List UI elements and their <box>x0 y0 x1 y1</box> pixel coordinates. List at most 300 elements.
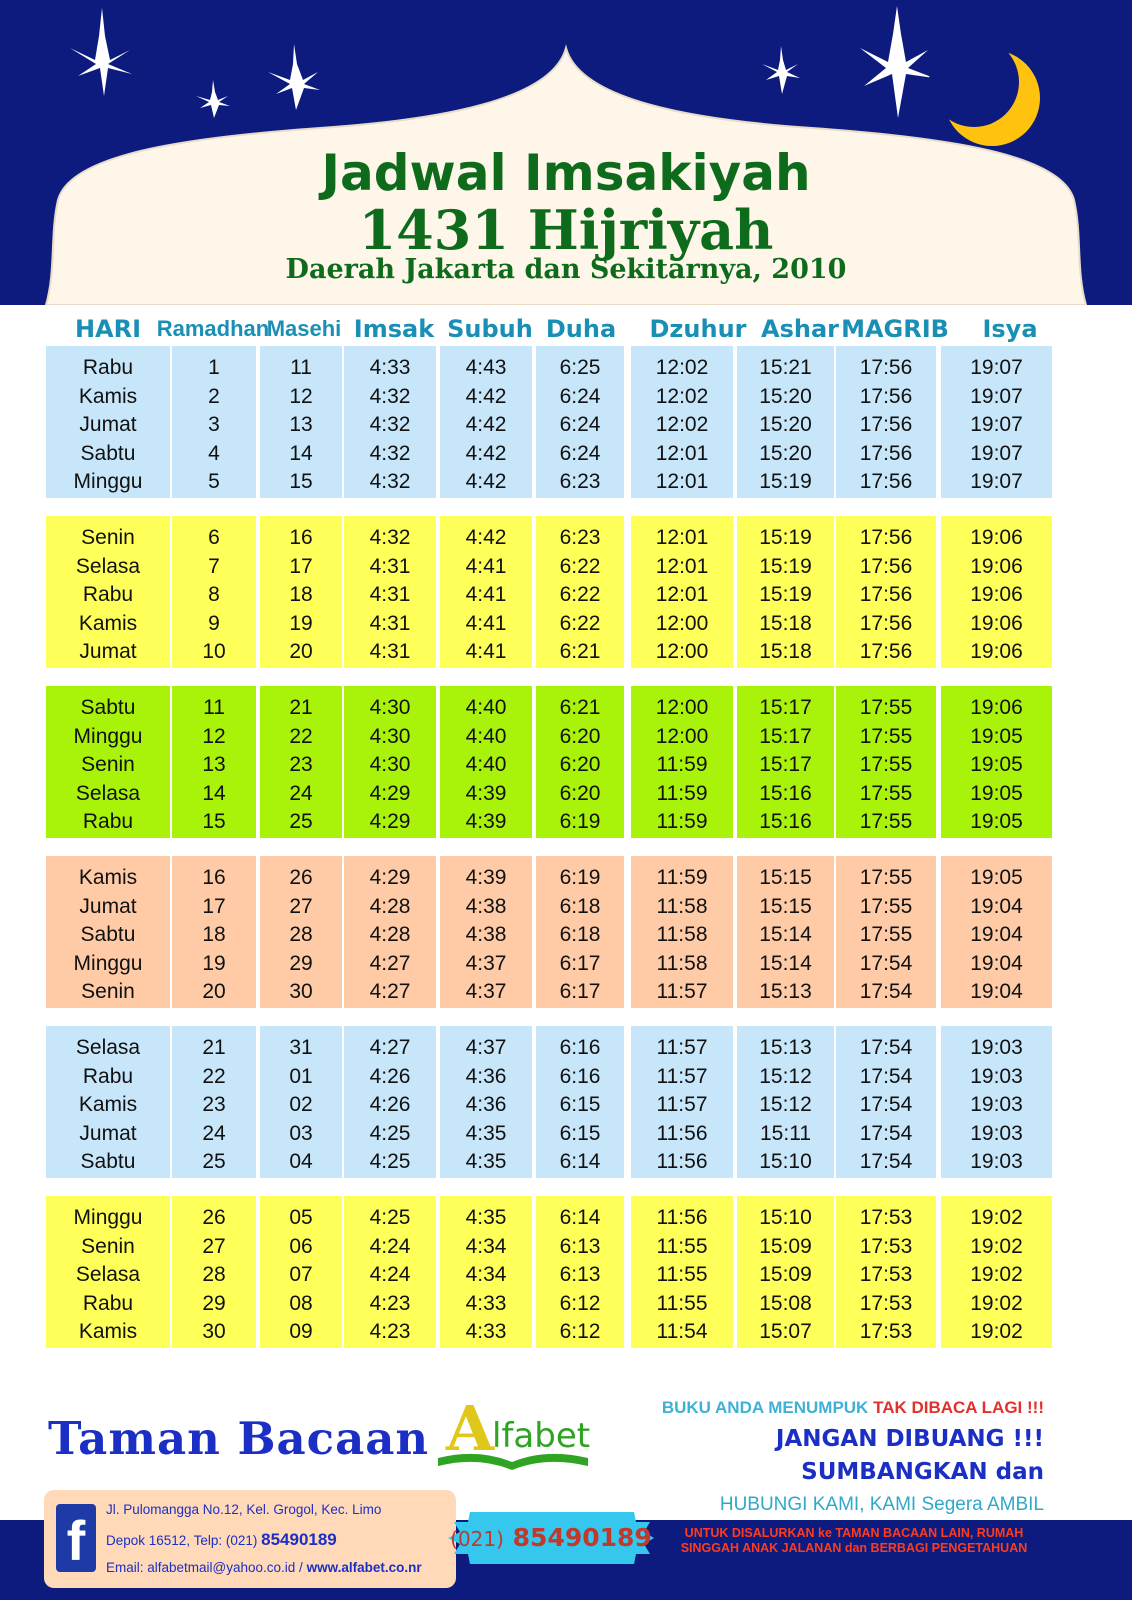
cell-ramadhan: 22 <box>202 1064 226 1088</box>
cell-hari: Sabtu <box>80 696 136 719</box>
address-line1: Jl. Pulomangga No.12, Kel. Grogol, Kec. Limo <box>106 1502 382 1517</box>
cell-duha: 6:18 <box>559 923 601 946</box>
cell-magrib: 17:53 <box>859 1263 913 1286</box>
cell-subuh: 4:36 <box>465 1093 507 1116</box>
cell-imsak: 4:23 <box>369 1320 411 1343</box>
column-header-ramadhan: Ramadhan <box>156 316 270 341</box>
cell-subuh: 4:40 <box>465 753 507 776</box>
column-header-dzuhur: Dzuhur <box>649 315 747 343</box>
cell-isya: 19:06 <box>970 583 1023 606</box>
column-header-masehi: Masehi <box>266 316 342 341</box>
cell-ramadhan: 16 <box>202 866 226 889</box>
cell-imsak: 4:25 <box>369 1121 411 1145</box>
cell-masehi: 01 <box>289 1064 313 1088</box>
cell-imsak: 4:27 <box>369 980 411 1003</box>
cell-ashar: 15:19 <box>759 554 812 578</box>
cell-dzuhur: 11:57 <box>656 980 708 1003</box>
column-cell-isya <box>941 856 1052 1008</box>
cell-isya: 19:07 <box>970 356 1023 379</box>
column-cell-subuh <box>440 516 532 668</box>
cell-imsak: 4:29 <box>369 781 411 805</box>
cell-hari: Rabu <box>82 810 134 833</box>
cell-hari: Jumat <box>79 640 137 663</box>
column-cell-ashar <box>737 856 834 1008</box>
cell-ramadhan: 11 <box>203 696 225 719</box>
column-cell-duha <box>536 686 624 838</box>
cell-duha: 6:25 <box>559 356 601 379</box>
slogan-line2: JANGAN DIBUANG !!! <box>775 1426 1044 1452</box>
cell-ramadhan: 3 <box>208 413 220 436</box>
cell-dzuhur: 12:01 <box>655 526 709 549</box>
cell-imsak: 4:29 <box>369 810 411 833</box>
cell-subuh: 4:41 <box>465 583 507 606</box>
cell-imsak: 4:31 <box>369 583 411 606</box>
cell-hari: Minggu <box>73 951 143 975</box>
cell-subuh: 4:34 <box>465 1234 507 1258</box>
cell-ashar: 15:16 <box>759 781 812 805</box>
cell-duha: 6:21 <box>559 696 601 719</box>
cell-ashar: 15:21 <box>759 356 812 379</box>
cell-duha: 6:24 <box>559 441 601 465</box>
column-cell-hari <box>46 346 170 498</box>
slogan-line4: HUBUNGI KAMI, KAMI Segera AMBIL <box>719 1494 1044 1515</box>
cell-hari: Minggu <box>73 470 143 493</box>
cell-isya: 19:02 <box>970 1206 1023 1229</box>
cell-duha: 6:20 <box>559 781 601 805</box>
cell-ashar: 15:14 <box>759 923 812 946</box>
cell-isya: 19:02 <box>970 1291 1023 1315</box>
column-cell-ramadhan <box>172 516 256 668</box>
cell-ramadhan: 6 <box>208 526 220 549</box>
cell-imsak: 4:28 <box>369 894 411 918</box>
cell-dzuhur: 12:01 <box>655 441 709 465</box>
cell-hari: Senin <box>81 753 135 776</box>
cell-isya: 19:06 <box>970 640 1023 663</box>
cell-magrib: 17:53 <box>859 1291 913 1315</box>
email-line <box>106 1560 422 1575</box>
cell-duha: 6:20 <box>559 724 601 748</box>
cell-duha: 6:16 <box>559 1036 601 1059</box>
cell-ramadhan: 28 <box>202 1263 226 1286</box>
cell-dzuhur: 11:58 <box>656 894 708 918</box>
column-cell-imsak <box>344 856 436 1008</box>
cell-imsak: 4:28 <box>369 923 411 946</box>
cell-masehi: 11 <box>290 356 312 379</box>
cell-ashar: 15:12 <box>759 1064 812 1088</box>
cell-imsak: 4:29 <box>369 866 411 889</box>
cell-isya: 19:07 <box>970 441 1023 465</box>
column-cell-masehi <box>260 346 342 498</box>
cell-hari: Senin <box>81 1234 135 1258</box>
cell-dzuhur: 12:00 <box>655 696 709 719</box>
cell-subuh: 4:40 <box>465 696 507 719</box>
column-cell-subuh <box>440 686 532 838</box>
cell-ramadhan: 1 <box>208 356 220 379</box>
column-cell-ashar <box>737 1026 834 1178</box>
column-cell-subuh <box>440 856 532 1008</box>
cell-imsak: 4:33 <box>369 356 411 379</box>
cell-magrib: 17:55 <box>859 781 913 805</box>
cell-masehi: 31 <box>289 1036 313 1059</box>
cell-magrib: 17:55 <box>859 923 913 946</box>
column-cell-magrib <box>836 686 936 838</box>
column-cell-magrib <box>836 346 936 498</box>
column-cell-imsak <box>344 346 436 498</box>
cell-hari: Senin <box>81 980 135 1003</box>
title-line3: Daerah Jakarta dan Sekitarnya, 2010 <box>285 254 847 285</box>
cell-dzuhur: 12:02 <box>655 384 709 408</box>
cell-imsak: 4:32 <box>369 526 411 549</box>
cell-subuh: 4:39 <box>465 810 507 833</box>
cell-duha: 6:20 <box>559 753 601 776</box>
cell-hari: Sabtu <box>80 1150 136 1173</box>
cell-dzuhur: 11:56 <box>656 1150 708 1173</box>
cell-duha: 6:12 <box>559 1291 601 1315</box>
cell-isya: 19:06 <box>970 554 1023 578</box>
cell-masehi: 22 <box>289 724 313 748</box>
column-cell-hari <box>46 856 170 1008</box>
column-cell-dzuhur <box>631 1196 733 1348</box>
cell-ashar: 15:13 <box>759 1036 812 1059</box>
cell-ramadhan: 19 <box>202 951 226 975</box>
cell-subuh: 4:37 <box>465 980 507 1003</box>
cell-subuh: 4:41 <box>465 611 507 635</box>
cell-hari: Kamis <box>78 384 138 408</box>
cell-masehi: 02 <box>289 1093 313 1116</box>
column-cell-subuh <box>440 1026 532 1178</box>
cell-isya: 19:04 <box>970 894 1023 918</box>
cell-duha: 6:24 <box>559 413 601 436</box>
cell-isya: 19:05 <box>970 781 1023 805</box>
column-cell-masehi <box>260 856 342 1008</box>
column-cell-ramadhan <box>172 346 256 498</box>
cell-ashar: 15:09 <box>759 1234 812 1258</box>
column-cell-ashar <box>737 1196 834 1348</box>
cell-hari: Minggu <box>73 1206 143 1229</box>
cell-hari: Jumat <box>79 413 137 436</box>
column-cell-dzuhur <box>631 856 733 1008</box>
cell-hari: Selasa <box>75 781 141 805</box>
cell-subuh: 4:36 <box>465 1064 507 1088</box>
column-header-imsak: Imsak <box>353 315 435 343</box>
cell-ramadhan: 21 <box>202 1036 226 1059</box>
cell-ramadhan: 15 <box>202 810 226 833</box>
cell-duha: 6:19 <box>559 810 601 833</box>
cell-hari: Kamis <box>78 1320 138 1343</box>
cell-subuh: 4:37 <box>465 1036 507 1059</box>
cell-ashar: 15:16 <box>759 810 812 833</box>
cell-magrib: 17:54 <box>859 980 913 1003</box>
cell-ashar: 15:10 <box>759 1206 812 1229</box>
cell-isya: 19:06 <box>970 611 1023 635</box>
cell-imsak: 4:24 <box>369 1234 411 1258</box>
column-cell-hari <box>46 1196 170 1348</box>
cell-imsak: 4:30 <box>369 753 411 776</box>
slogan-line3: SUMBANGKAN dan <box>801 1459 1044 1485</box>
cell-masehi: 16 <box>289 526 313 549</box>
cell-imsak: 4:32 <box>369 413 411 436</box>
cell-magrib: 17:54 <box>859 1093 913 1116</box>
column-header-subuh: Subuh <box>447 315 533 343</box>
cell-masehi: 09 <box>289 1320 313 1343</box>
cell-magrib: 17:56 <box>859 470 913 493</box>
website-link[interactable]: www.alfabet.co.nr <box>306 1560 422 1575</box>
cell-isya: 19:05 <box>970 753 1023 776</box>
cell-masehi: 14 <box>289 441 313 465</box>
cell-ramadhan: 24 <box>202 1121 226 1145</box>
cell-dzuhur: 12:01 <box>655 554 709 578</box>
cell-ramadhan: 30 <box>202 1320 226 1343</box>
cell-masehi: 30 <box>289 980 313 1003</box>
cell-magrib: 17:56 <box>859 441 913 465</box>
cell-subuh: 4:35 <box>465 1206 507 1229</box>
week-block <box>0 346 1132 498</box>
cell-subuh: 4:38 <box>465 923 507 946</box>
cell-magrib: 17:54 <box>859 1150 913 1173</box>
cell-ashar: 15:14 <box>759 951 812 975</box>
cell-dzuhur: 11:57 <box>656 1036 708 1059</box>
cell-dzuhur: 11:59 <box>656 810 708 833</box>
alfabet-logo-text: lfabet <box>492 1416 591 1456</box>
cell-isya: 19:05 <box>970 866 1023 889</box>
cell-masehi: 29 <box>289 951 313 975</box>
column-cell-ashar <box>737 516 834 668</box>
cell-masehi: 19 <box>289 611 313 635</box>
cell-magrib: 17:56 <box>859 554 913 578</box>
cell-magrib: 17:53 <box>859 1206 913 1229</box>
cell-hari: Sabtu <box>80 923 136 946</box>
column-cell-dzuhur <box>631 346 733 498</box>
column-cell-isya <box>941 516 1052 668</box>
facebook-icon[interactable]: f <box>56 1504 96 1572</box>
column-cell-duha <box>536 856 624 1008</box>
donation-note: UNTUK DISALURKAN ke TAMAN BACAAN LAIN, RUMAH SINGGAH ANAK JALANAN dan BERBAGI PENGETAHUAN <box>680 1526 1028 1555</box>
cell-duha: 6:22 <box>559 611 601 635</box>
column-cell-hari <box>46 1026 170 1178</box>
cell-masehi: 04 <box>289 1150 313 1173</box>
column-cell-imsak <box>344 1026 436 1178</box>
cell-dzuhur: 11:54 <box>656 1320 708 1343</box>
cell-isya: 19:03 <box>970 1150 1023 1173</box>
cell-ashar: 15:17 <box>759 696 812 719</box>
cell-masehi: 27 <box>289 894 313 918</box>
cell-ramadhan: 5 <box>208 470 220 493</box>
cell-isya: 19:06 <box>970 696 1023 719</box>
cell-subuh: 4:42 <box>465 526 507 549</box>
cell-ramadhan: 2 <box>208 384 220 408</box>
cell-masehi: 08 <box>289 1291 313 1315</box>
week-block <box>0 1196 1132 1348</box>
cell-duha: 6:14 <box>559 1150 601 1173</box>
cell-subuh: 4:33 <box>465 1320 507 1343</box>
column-cell-ramadhan <box>172 856 256 1008</box>
cell-ashar: 15:15 <box>759 894 812 918</box>
cell-dzuhur: 12:01 <box>655 470 709 493</box>
cell-isya: 19:04 <box>970 923 1023 946</box>
phone-badge-text <box>448 1512 654 1565</box>
cell-ashar: 15:09 <box>759 1263 812 1286</box>
column-header-ashar: Ashar <box>761 315 839 343</box>
cell-masehi: 13 <box>289 413 313 436</box>
cell-subuh: 4:40 <box>465 724 507 748</box>
cell-masehi: 07 <box>289 1263 313 1286</box>
cell-masehi: 21 <box>289 696 313 719</box>
cell-ashar: 15:19 <box>759 526 812 549</box>
cell-dzuhur: 11:58 <box>656 923 708 946</box>
cell-subuh: 4:38 <box>465 894 507 918</box>
cell-ashar: 15:07 <box>759 1320 812 1343</box>
column-cell-hari <box>46 686 170 838</box>
cell-dzuhur: 11:56 <box>656 1206 708 1229</box>
cell-hari: Selasa <box>75 1263 141 1286</box>
phone-badge-code: (021) <box>450 1527 504 1551</box>
column-cell-dzuhur <box>631 1026 733 1178</box>
cell-ramadhan: 13 <box>202 753 226 776</box>
cell-ramadhan: 26 <box>202 1206 226 1229</box>
column-cell-imsak <box>344 516 436 668</box>
cell-duha: 6:22 <box>559 583 601 606</box>
cell-magrib: 17:55 <box>859 866 913 889</box>
cell-hari: Sabtu <box>80 441 136 465</box>
cell-subuh: 4:42 <box>465 413 507 436</box>
slogan-line1 <box>662 1398 1044 1418</box>
column-cell-magrib <box>836 1196 936 1348</box>
column-cell-duha <box>536 516 624 668</box>
column-cell-dzuhur <box>631 516 733 668</box>
cell-subuh: 4:43 <box>465 356 507 379</box>
cell-ramadhan: 8 <box>208 583 220 606</box>
cell-magrib: 17:55 <box>859 696 913 719</box>
cell-imsak: 4:25 <box>369 1206 411 1229</box>
cell-duha: 6:18 <box>559 894 601 918</box>
column-cell-imsak <box>344 1196 436 1348</box>
cell-masehi: 28 <box>289 923 313 946</box>
cell-imsak: 4:32 <box>369 441 411 465</box>
cell-dzuhur: 11:57 <box>656 1064 708 1088</box>
cell-subuh: 4:42 <box>465 384 507 408</box>
footer <box>0 1370 1132 1600</box>
cell-masehi: 23 <box>289 753 313 776</box>
column-cell-isya <box>941 686 1052 838</box>
cell-dzuhur: 11:59 <box>656 753 708 776</box>
column-cell-duha <box>536 1026 624 1178</box>
cell-duha: 6:14 <box>559 1206 601 1229</box>
column-cell-subuh <box>440 1196 532 1348</box>
cell-dzuhur: 11:58 <box>656 951 708 975</box>
cell-magrib: 17:53 <box>859 1320 913 1343</box>
cell-dzuhur: 11:59 <box>656 866 708 889</box>
column-header-duha: Duha <box>545 315 617 343</box>
cell-magrib: 17:56 <box>859 526 913 549</box>
cell-duha: 6:23 <box>559 526 601 549</box>
cell-masehi: 17 <box>289 554 313 578</box>
cell-ramadhan: 12 <box>202 724 226 748</box>
column-cell-ashar <box>737 346 834 498</box>
address-line2 <box>106 1530 337 1550</box>
cell-dzuhur: 11:59 <box>656 781 708 805</box>
cell-hari: Rabu <box>82 1064 134 1088</box>
cell-isya: 19:05 <box>970 810 1023 833</box>
cell-ashar: 15:20 <box>759 384 812 408</box>
cell-isya: 19:04 <box>970 980 1023 1003</box>
cell-hari: Rabu <box>82 1291 134 1315</box>
cell-duha: 6:21 <box>559 640 601 663</box>
cell-subuh: 4:39 <box>465 781 507 805</box>
cell-magrib: 17:56 <box>859 384 913 408</box>
column-cell-duha <box>536 1196 624 1348</box>
cell-hari: Rabu <box>82 356 134 379</box>
cell-magrib: 17:54 <box>859 951 913 975</box>
cell-ashar: 15:08 <box>759 1291 812 1315</box>
cell-magrib: 17:56 <box>859 611 913 635</box>
cell-imsak: 4:25 <box>369 1150 411 1173</box>
column-cell-isya <box>941 1196 1052 1348</box>
cell-magrib: 17:53 <box>859 1234 913 1258</box>
cell-magrib: 17:56 <box>859 583 913 606</box>
cell-ashar: 15:19 <box>759 583 812 606</box>
column-cell-masehi <box>260 516 342 668</box>
column-cell-ramadhan <box>172 686 256 838</box>
cell-subuh: 4:42 <box>465 441 507 465</box>
cell-ashar: 15:11 <box>760 1121 811 1145</box>
column-cell-masehi <box>260 686 342 838</box>
cell-masehi: 03 <box>289 1121 313 1145</box>
cell-hari: Kamis <box>78 1093 138 1116</box>
column-cell-dzuhur <box>631 686 733 838</box>
column-cell-hari <box>46 516 170 668</box>
column-headers <box>0 312 1132 346</box>
cell-dzuhur: 12:02 <box>655 356 709 379</box>
cell-masehi: 18 <box>289 583 313 606</box>
cell-imsak: 4:30 <box>369 696 411 719</box>
cell-isya: 19:03 <box>970 1093 1023 1116</box>
cell-imsak: 4:31 <box>369 611 411 635</box>
cell-duha: 6:24 <box>559 384 601 408</box>
column-cell-subuh <box>440 346 532 498</box>
cell-ramadhan: 20 <box>202 980 226 1003</box>
cell-duha: 6:15 <box>559 1093 601 1116</box>
cell-magrib: 17:54 <box>859 1036 913 1059</box>
cell-duha: 6:15 <box>559 1121 601 1145</box>
cell-hari: Jumat <box>79 894 137 918</box>
cell-hari: Jumat <box>79 1121 137 1145</box>
cell-dzuhur: 11:56 <box>656 1121 708 1145</box>
cell-magrib: 17:55 <box>859 810 913 833</box>
cell-subuh: 4:41 <box>465 554 507 578</box>
cell-duha: 6:19 <box>559 866 601 889</box>
cell-magrib: 17:56 <box>859 640 913 663</box>
week-block <box>0 856 1132 1008</box>
title-line2: 1431 Hijriyah <box>358 198 774 262</box>
cell-imsak: 4:30 <box>369 724 411 748</box>
alfabet-logo <box>438 1392 591 1476</box>
cell-ashar: 15:19 <box>759 470 812 493</box>
column-cell-duha <box>536 346 624 498</box>
cell-masehi: 12 <box>289 384 313 408</box>
cell-isya: 19:05 <box>970 724 1023 748</box>
cell-ashar: 15:13 <box>759 980 812 1003</box>
cell-imsak: 4:31 <box>369 554 411 578</box>
address-phone: 85490189 <box>261 1530 337 1549</box>
cell-ramadhan: 27 <box>202 1234 226 1258</box>
cell-duha: 6:13 <box>559 1234 601 1258</box>
cell-magrib: 17:55 <box>859 894 913 918</box>
week-block <box>0 516 1132 668</box>
cell-subuh: 4:42 <box>465 470 507 493</box>
cell-dzuhur: 12:02 <box>655 413 709 436</box>
cell-dzuhur: 11:57 <box>656 1093 708 1116</box>
cell-magrib: 17:54 <box>859 1121 913 1145</box>
